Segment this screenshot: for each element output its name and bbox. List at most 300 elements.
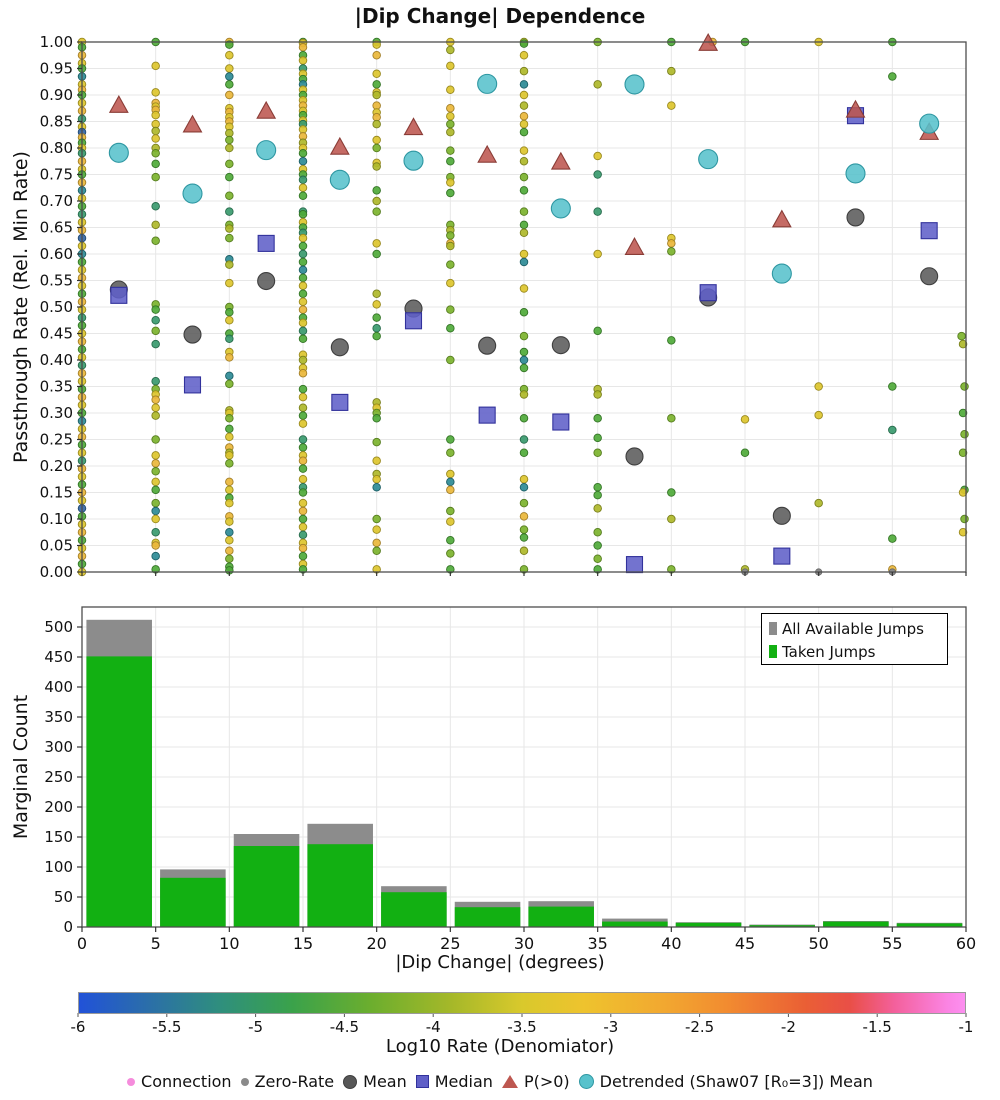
all-jumps-swatch-icon	[769, 622, 777, 635]
tick-label: 55	[882, 934, 903, 953]
scatter-dot	[520, 229, 528, 237]
scatter-dot	[373, 187, 381, 195]
scatter-dot	[152, 203, 160, 211]
scatter-dot	[226, 354, 234, 362]
scatter-dot	[373, 290, 381, 298]
scatter-dot	[520, 208, 528, 216]
tick-label: 25	[440, 934, 461, 953]
scatter-dot	[152, 528, 160, 536]
scatter-dot	[152, 460, 160, 468]
scatter-dot	[152, 237, 160, 245]
scatter-dot	[961, 383, 969, 391]
scatter-dot	[447, 478, 455, 486]
legend-item-mean	[343, 1072, 407, 1091]
scatter-dot	[226, 478, 234, 486]
scatter-dot	[520, 250, 528, 258]
scatter-dot	[226, 452, 234, 460]
marker-triangle	[552, 153, 570, 169]
scatter-dot	[520, 534, 528, 542]
scatter-dot	[373, 314, 381, 322]
tick-label: 250	[44, 768, 73, 786]
scatter-dot	[299, 489, 307, 497]
x-axis-label: |Dip Change| (degrees)	[395, 952, 605, 973]
marker-circle	[331, 339, 348, 356]
marker-triangle	[110, 96, 128, 112]
marker-circle	[109, 143, 128, 162]
marker-circle	[404, 151, 423, 170]
scatter-dot	[520, 221, 528, 229]
scatter-dot	[373, 539, 381, 547]
marker-circle	[551, 199, 570, 218]
scatter-dot	[152, 340, 160, 348]
scatter-dot	[889, 535, 897, 543]
scatter-dot	[226, 91, 234, 99]
scatter-dot	[668, 515, 676, 523]
scatter-dot	[299, 192, 307, 200]
scatter-dot	[299, 274, 307, 282]
scatter-dot	[520, 147, 528, 155]
scatter-y-axis-label: Passthrough Rate (Rel. Min Rate)	[10, 151, 32, 463]
scatter-dot	[299, 210, 307, 218]
scatter-dot	[594, 327, 602, 335]
scatter-dot	[447, 232, 455, 240]
tick-label: 200	[44, 798, 73, 816]
scatter-dot	[373, 332, 381, 340]
legend-item-median	[416, 1072, 493, 1091]
scatter-dot	[299, 150, 307, 158]
scatter-dot	[226, 518, 234, 526]
tick-label: 0.35	[39, 377, 73, 396]
scatter-dot	[373, 81, 381, 89]
scatter-dot	[226, 51, 234, 59]
scatter-dot	[447, 536, 455, 544]
scatter-dot	[152, 412, 160, 420]
marker-square	[332, 394, 348, 410]
scatter-dot	[373, 438, 381, 446]
p-gt-0-triangle-icon	[502, 1075, 518, 1088]
tick-label: 350	[44, 708, 73, 726]
bar-taken-20-25	[381, 892, 447, 927]
tick-label: 0.25	[39, 430, 73, 449]
scatter-dot	[594, 491, 602, 499]
scatter-dot	[594, 250, 602, 258]
marker-circle	[921, 268, 938, 285]
tick-label: 0	[63, 918, 73, 936]
marker-square	[627, 557, 643, 573]
scatter-dot	[299, 412, 307, 420]
scatter-dot	[226, 192, 234, 200]
scatter-dot	[594, 505, 602, 513]
tick-label: 0	[76, 934, 88, 953]
scatter-dot	[520, 483, 528, 491]
tick-label: 1.00	[39, 33, 73, 51]
scatter-dot	[152, 135, 160, 143]
scatter-dot	[520, 332, 528, 340]
scatter-dot	[373, 163, 381, 171]
marker-triangle	[626, 238, 644, 254]
scatter-dot	[152, 478, 160, 486]
marker-square	[185, 377, 201, 393]
tick-label: 0.55	[39, 271, 73, 290]
marker-square	[258, 235, 274, 251]
scatter-dot	[520, 81, 528, 89]
scatter-dot	[152, 173, 160, 181]
scatter-dot	[152, 468, 160, 476]
scatter-dot	[520, 391, 528, 399]
scatter-dot	[299, 335, 307, 343]
colorbar-tick-label: -3	[603, 1018, 619, 1036]
scatter-dot	[299, 499, 307, 507]
scatter-dot	[299, 184, 307, 192]
bar-taken-10-15	[234, 846, 300, 927]
scatter-dot	[226, 528, 234, 536]
tick-label: 0.60	[39, 245, 73, 263]
colorbar-label: Log10 Rate (Denomiator)	[385, 1036, 615, 1057]
tick-label: 0.70	[39, 192, 73, 210]
scatter-dot	[152, 507, 160, 515]
legend-item-zero-rate	[241, 1072, 335, 1091]
scatter-dot	[520, 415, 528, 423]
scatter-dot	[226, 208, 234, 216]
scatter-dot	[152, 150, 160, 158]
bar-taken-5-10	[160, 878, 226, 927]
marker-triangle	[184, 116, 202, 132]
marker-circle	[920, 114, 939, 133]
scatter-dot	[447, 157, 455, 165]
scatter-dot	[447, 436, 455, 444]
scatter-dot	[373, 144, 381, 152]
bar-legend-item-all	[769, 617, 941, 640]
bar-y-axis-label: Marginal Count	[10, 694, 32, 840]
scatter-dot	[520, 51, 528, 59]
scatter-dot	[152, 89, 160, 97]
scatter-dot	[520, 449, 528, 457]
scatter-dot	[594, 171, 602, 179]
marker-circle	[773, 507, 790, 524]
scatter-dot	[447, 550, 455, 558]
scatter-dot	[226, 144, 234, 152]
marker-circle	[258, 273, 275, 290]
median-square-icon	[416, 1075, 429, 1088]
marker-triangle	[257, 102, 275, 118]
scatter-dot	[152, 486, 160, 494]
marker-circle	[330, 170, 349, 189]
tick-label: 15	[292, 934, 314, 953]
tick-label: 10	[219, 934, 240, 953]
scatter-dot	[447, 128, 455, 136]
legend-item-detrended	[579, 1072, 873, 1091]
scatter-dot	[299, 544, 307, 552]
marker-square	[479, 407, 495, 423]
scatter-dot	[447, 86, 455, 94]
scatter-dot	[299, 369, 307, 377]
scatter-dot	[447, 62, 455, 70]
scatter-dot	[447, 179, 455, 187]
scatter-dot	[226, 225, 234, 233]
colorbar-tick-label: -4.5	[329, 1018, 360, 1036]
tick-label: 450	[44, 648, 73, 666]
marker-circle	[257, 141, 276, 160]
scatter-dot	[447, 324, 455, 332]
scatter-dot	[299, 327, 307, 335]
marker-square	[774, 548, 790, 564]
tick-label: 0.65	[39, 218, 73, 237]
scatter-dot	[226, 433, 234, 441]
tick-label: 0.80	[39, 139, 73, 157]
tick-label: 5	[150, 934, 161, 953]
scatter-dot	[299, 258, 307, 266]
scatter-dot	[226, 65, 234, 73]
tick-label: 0.75	[39, 165, 73, 184]
legend-label: P(>0)	[523, 1072, 570, 1091]
scatter-dot	[299, 436, 307, 444]
colorbar-tick-label: -4	[425, 1018, 441, 1036]
figure-title: |Dip Change| Dependence	[354, 4, 646, 28]
marker-circle	[772, 264, 791, 283]
figure-legend	[0, 1072, 1000, 1091]
marker-circle	[625, 75, 644, 94]
legend-label: Zero-Rate	[254, 1072, 335, 1091]
scatter-dot	[520, 120, 528, 128]
scatter-dot	[373, 324, 381, 332]
scatter-dot	[594, 152, 602, 160]
scatter-dot	[520, 348, 528, 356]
scatter-dot	[447, 261, 455, 269]
bar-taken-50-55	[823, 922, 889, 927]
tick-label: 400	[44, 678, 73, 696]
scatter-dot	[299, 404, 307, 412]
legend-label: Median	[434, 1072, 493, 1091]
scatter-dot	[226, 486, 234, 494]
colorbar-tick-label: -1	[958, 1018, 974, 1036]
bar-taken-0-5	[86, 656, 152, 927]
tick-label: 20	[366, 934, 387, 953]
scatter-dot	[373, 91, 381, 99]
tick-label: 0.05	[39, 536, 73, 555]
scatter-dot	[373, 483, 381, 491]
colorbar-tick-label: -2	[780, 1018, 796, 1036]
scatter-dot	[226, 372, 234, 380]
colorbar-tick-label: -2.5	[684, 1018, 715, 1036]
scatter-dot	[299, 393, 307, 401]
scatter-dot	[741, 416, 749, 424]
scatter-dot	[889, 426, 897, 434]
scatter-dot	[226, 380, 234, 388]
bar-taken-35-40	[602, 922, 668, 927]
scatter-dot	[226, 136, 234, 144]
scatter-dot	[226, 536, 234, 544]
tick-label: 500	[44, 618, 73, 636]
scatter-dot	[226, 73, 234, 81]
scatter-dot	[594, 208, 602, 216]
scatter-dot	[447, 112, 455, 120]
scatter-dot	[226, 173, 234, 181]
scatter-dot	[299, 242, 307, 250]
tick-label: 45	[734, 934, 756, 953]
marker-circle	[847, 209, 864, 226]
scatter-dot	[520, 128, 528, 136]
scatter-dot	[447, 306, 455, 314]
scatter-dot	[299, 552, 307, 560]
tick-label: 150	[44, 828, 73, 846]
tick-label: 60	[955, 934, 977, 953]
scatter-dot	[520, 112, 528, 120]
colorbar-tick-label: -5.5	[152, 1018, 182, 1036]
scatter-dot	[226, 425, 234, 433]
zero-rate-dot-icon	[241, 1078, 249, 1086]
scatter-dot	[520, 475, 528, 483]
scatter-dot	[152, 436, 160, 444]
scatter-dot	[594, 542, 602, 550]
scatter-dot	[447, 518, 455, 526]
scatter-dot	[668, 415, 676, 423]
scatter-dot	[299, 475, 307, 483]
connection-dot-icon	[127, 1078, 135, 1086]
colorbar-tick-label: -5	[248, 1018, 264, 1036]
scatter-dot	[373, 51, 381, 59]
scatter-dot	[520, 91, 528, 99]
marker-square	[111, 287, 127, 303]
scatter-dot	[373, 415, 381, 423]
scatter-dot	[152, 396, 160, 404]
tick-label: 35	[587, 934, 608, 953]
scatter-dot	[226, 279, 234, 287]
legend-label: Detrended (Shaw07 [R₀=3]) Mean	[599, 1072, 873, 1091]
marker-circle	[184, 326, 201, 343]
legend-label: Mean	[363, 1072, 407, 1091]
scatter-dot	[299, 523, 307, 531]
scatter-dot	[299, 157, 307, 165]
scatter-dot	[299, 266, 307, 274]
scatter-dot	[594, 528, 602, 536]
marker-triangle	[331, 138, 349, 154]
scatter-dot	[299, 457, 307, 465]
scatter-dot	[594, 415, 602, 423]
scatter-dot	[373, 197, 381, 205]
scatter-dot	[520, 526, 528, 534]
scatter-dot	[299, 44, 307, 52]
tick-label: 50	[53, 888, 73, 906]
bar-legend-label: Taken Jumps	[782, 642, 876, 661]
scatter-dot	[447, 46, 455, 54]
scatter-dot	[520, 258, 528, 266]
scatter-dot	[299, 531, 307, 539]
tick-label: 0.15	[39, 483, 73, 502]
scatter-dot	[815, 411, 823, 419]
scatter-dot	[152, 316, 160, 324]
scatter-dot	[299, 290, 307, 298]
scatter-dot	[152, 515, 160, 523]
scatter-dot	[152, 552, 160, 560]
scatter-dot	[373, 120, 381, 128]
tick-label: 30	[513, 934, 535, 953]
scatter-dot	[958, 332, 966, 340]
scatter-dot	[520, 513, 528, 521]
bar-taken-15-20	[307, 844, 373, 927]
marker-square	[553, 414, 569, 430]
marker-square	[700, 285, 716, 301]
scatter-dot	[299, 319, 307, 327]
scatter-dot	[594, 449, 602, 457]
tick-label: 0.85	[39, 112, 73, 131]
scatter-dot	[447, 507, 455, 515]
marker-circle	[478, 74, 497, 93]
scatter-dot	[152, 160, 160, 168]
scatter-dot	[447, 104, 455, 112]
marker-square	[921, 223, 937, 239]
scatter-dot	[373, 457, 381, 465]
scatter-dot	[447, 120, 455, 128]
scatter-dot	[668, 102, 676, 110]
tick-label: 0.40	[39, 351, 73, 369]
marker-circle	[699, 150, 718, 169]
scatter-dot	[299, 515, 307, 523]
scatter-dot	[520, 364, 528, 372]
scatter-dot	[520, 309, 528, 317]
tick-label: 0.90	[39, 86, 73, 104]
colorbar-tick-label: -6	[70, 1018, 86, 1036]
scatter-dot	[299, 444, 307, 452]
colorbar-tick-label: -1.5	[862, 1018, 892, 1036]
scatter-dot	[226, 547, 234, 555]
scatter-dot	[520, 102, 528, 110]
legend-item-connection	[127, 1072, 232, 1091]
scatter-dot	[226, 499, 234, 507]
scatter-dot	[668, 248, 676, 256]
scatter-dot	[815, 383, 823, 391]
marker-circle	[626, 448, 643, 465]
scatter-dot	[152, 452, 160, 460]
marker-circle	[183, 184, 202, 203]
scatter-dot	[668, 240, 676, 248]
scatter-dot	[299, 298, 307, 306]
scatter-dot	[961, 515, 969, 523]
scatter-dot	[520, 40, 528, 48]
scatter-dot	[299, 234, 307, 242]
scatter-dot	[520, 285, 528, 293]
marker-circle	[552, 337, 569, 354]
scatter-dot	[299, 282, 307, 290]
tick-label: 0.10	[39, 510, 73, 528]
mean-circle-icon	[343, 1075, 357, 1089]
tick-label: 300	[44, 738, 73, 756]
scatter-dot	[226, 415, 234, 423]
scatter-dot	[815, 499, 823, 507]
scatter-dot	[152, 327, 160, 335]
bar-taken-30-35	[528, 907, 594, 927]
scatter-dot	[889, 73, 897, 81]
tick-label: 40	[661, 934, 682, 953]
scatter-dot	[299, 176, 307, 184]
scatter-dot	[520, 187, 528, 195]
scatter-dot	[668, 489, 676, 497]
scatter-dot	[373, 208, 381, 216]
marker-triangle	[405, 118, 423, 134]
scatter-dot	[373, 547, 381, 555]
scatter-dot	[594, 391, 602, 399]
scatter-dot	[447, 279, 455, 287]
tick-label: 100	[44, 858, 73, 876]
scatter-dot	[373, 475, 381, 483]
colorbar-ticks	[70, 1018, 974, 1038]
scatter-dot	[373, 136, 381, 144]
scatter-dot	[668, 337, 676, 345]
scatter-dot	[152, 542, 160, 550]
scatter-dot	[152, 306, 160, 314]
scatter-dot	[594, 81, 602, 89]
scatter-dot	[152, 499, 160, 507]
scatter-dot	[668, 67, 676, 75]
